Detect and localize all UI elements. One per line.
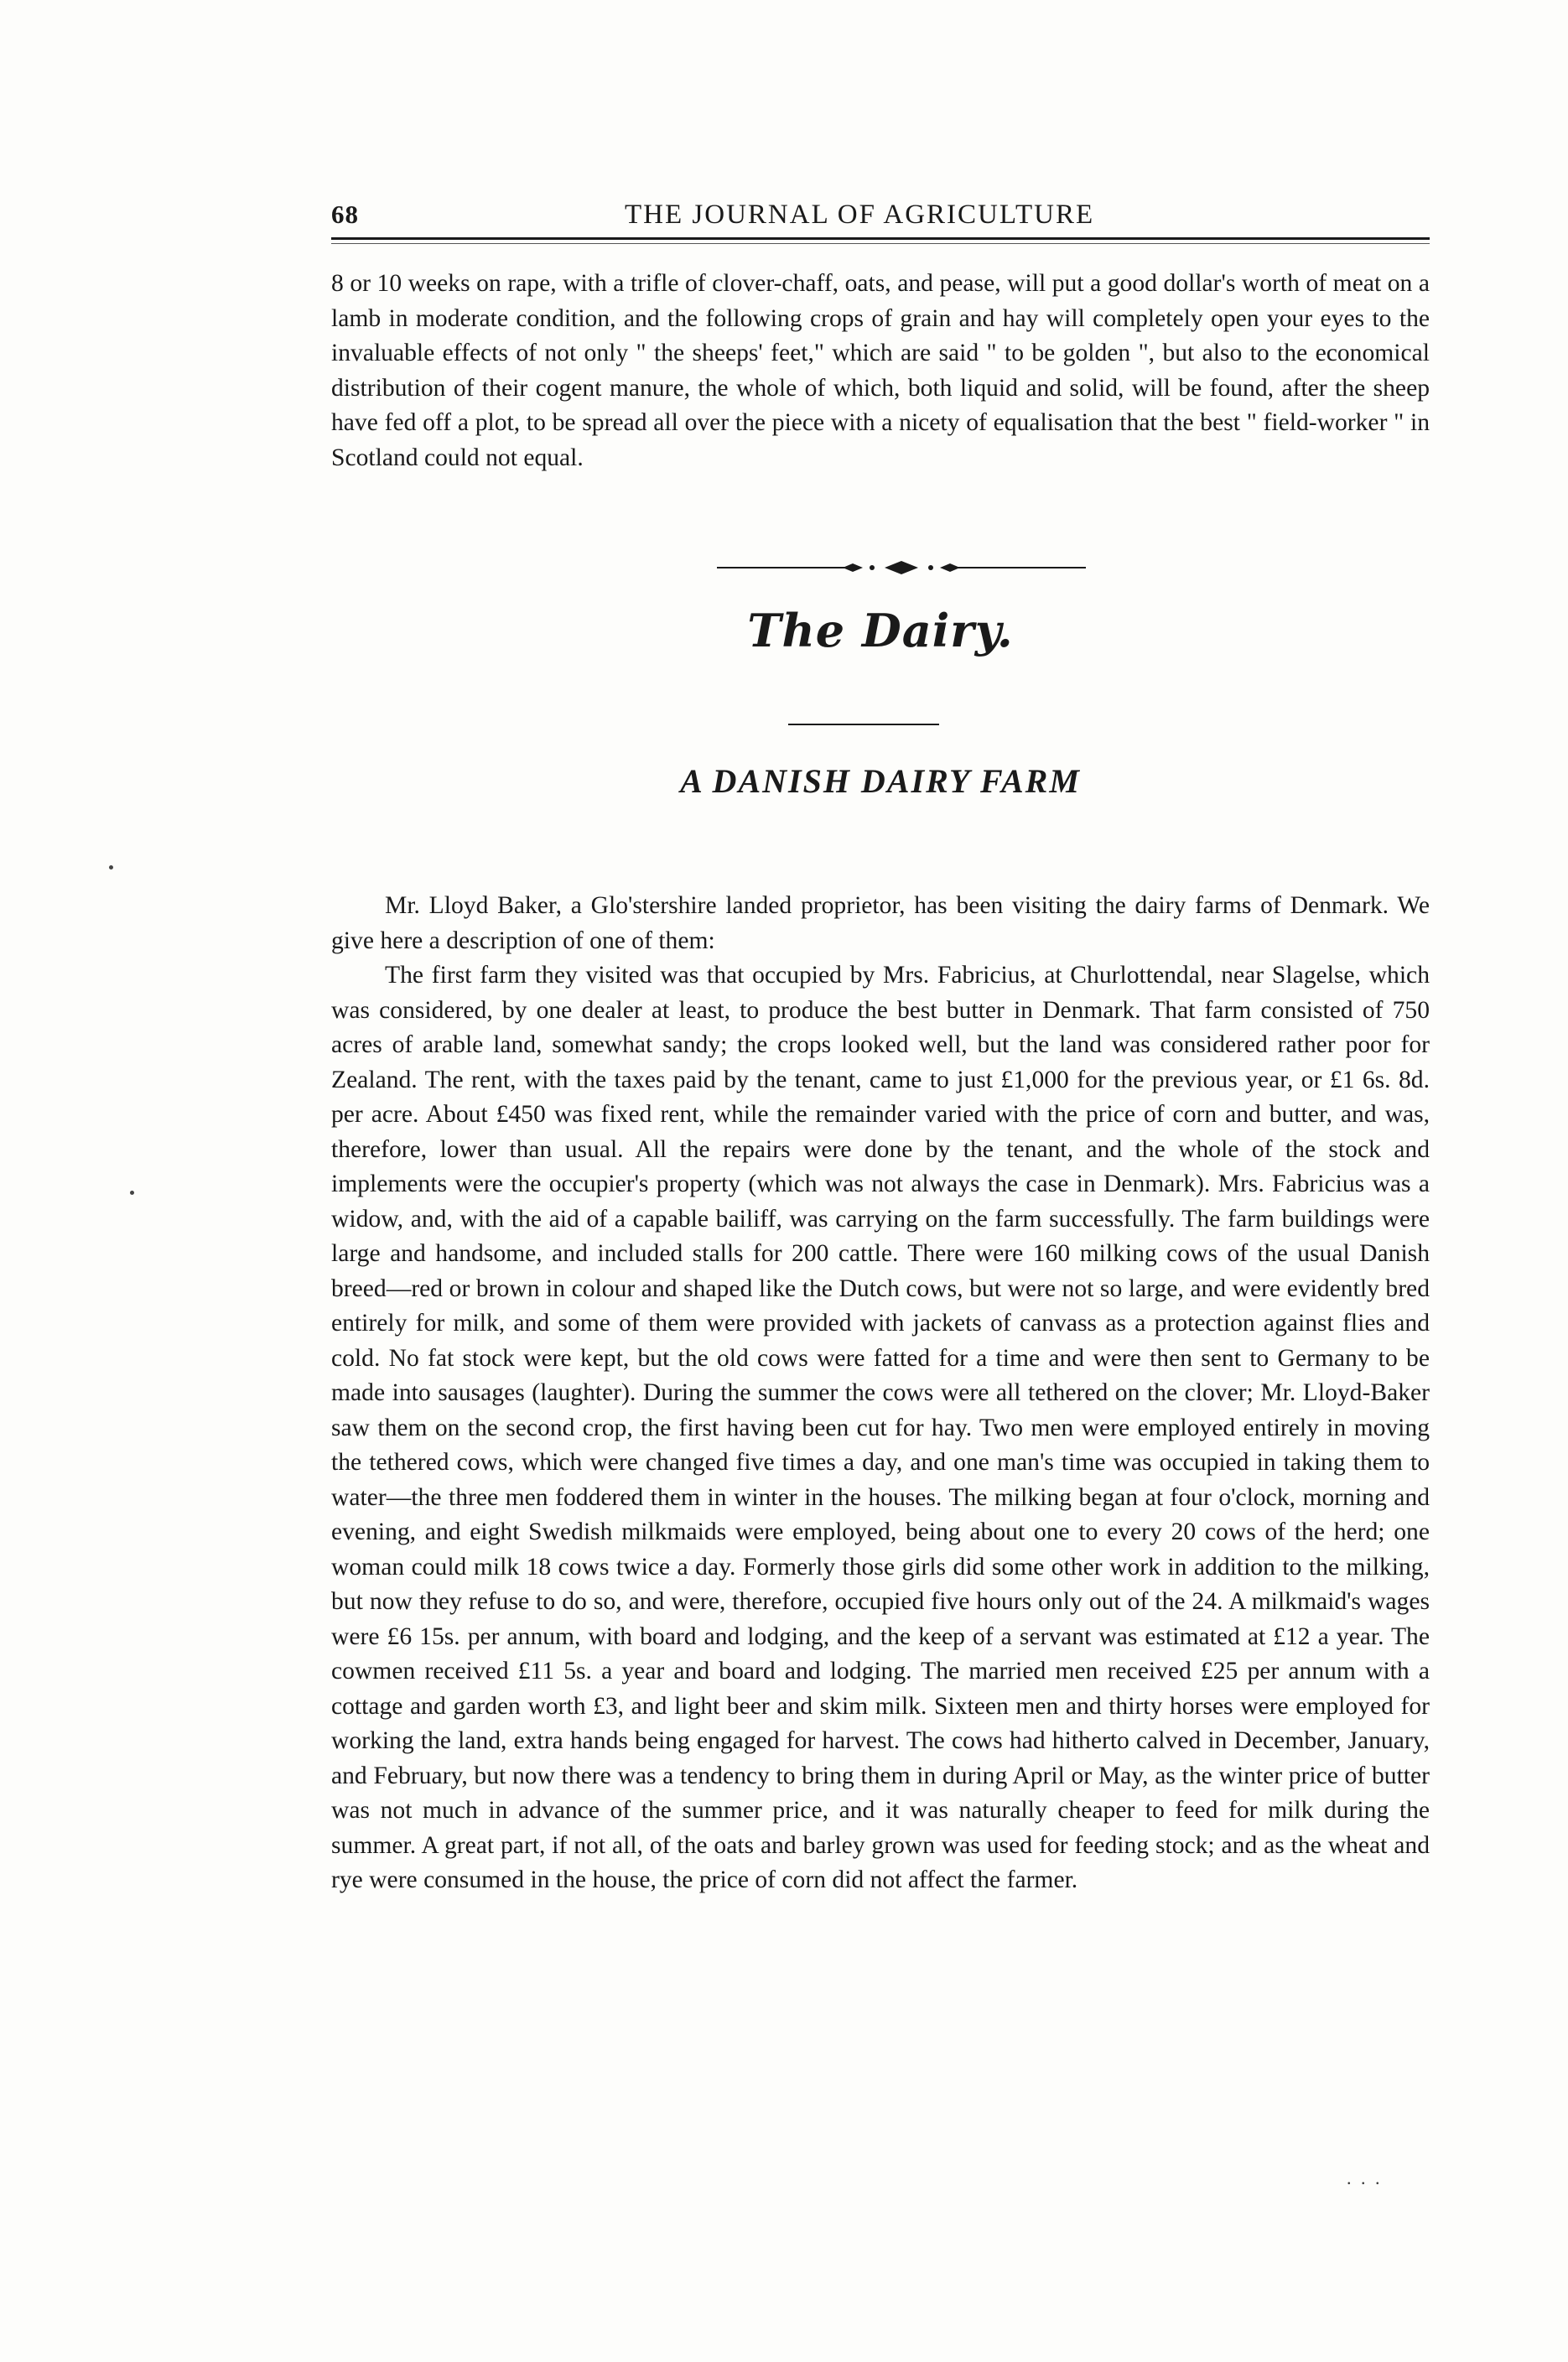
header-rule-thin — [331, 243, 1430, 244]
article-title: A DANISH DAIRY FARM — [680, 762, 1081, 800]
intro-paragraph: 8 or 10 weeks on rape, with a trifle of clover-chaff, oats, and pease, will put a good dollar's worth of meat on a lamb in moderate condition, and the following crops of grain and hay will completely open your eyes to the invaluable effects of not only " the sheeps' feet," which are said " to be golden ", but also to the economical distribution of their cogent manure, the whole of which, both liquid and solid, will be found, after the sheep have fed off a plot, to be spread all over the piece with a nicety of equalisation that the best " field-worker " in Scotland could not equal. — [331, 270, 1430, 471]
ornamental-divider — [717, 558, 1086, 578]
page-number: 68 — [331, 200, 359, 229]
footer-marks: . . . — [1347, 2167, 1383, 2188]
intro-text — [331, 267, 1430, 475]
header-rule — [331, 237, 1430, 240]
section-title: The Dairy. — [747, 604, 1014, 657]
margin-speck — [130, 1191, 134, 1195]
title-rule — [788, 724, 939, 725]
page-header — [331, 200, 1425, 233]
body-paragraph-main: The first farm they visited was that occupied by Mrs. Fabricius, at Churlottendal, near Slagelse, which was considered, by one dealer at least, to produce the best butter in Denmark. That farm consisted of 750 acres of arable land, somewhat sandy; the crops looked well, but the land was considered rather poor for Zealand. The rent, with the taxes paid by the tenant, came to just £1,000 for the previous year, or £1 6s. 8d. per acre. About £450 was fixed rent, while the remainder varied with the price of corn and butter, and was, therefore, lower than usual. All the repairs were done by the tenant, and the whole of the stock and implements were the occupier's property (which was not always the case in Denmark). Mrs. Fabricius was a widow, and, with the aid of a capable bailiff, was carrying on the farm successfully. The farm buildings were large and handsome, and included stalls for 200 cattle. There were 160 milking cows of the usual Danish breed—red or brown in colour and shaped like the Dutch cows, but were not so large, and were evidently bred entirely for milk, and some of them were provided with jackets of canvass as a protection against flies and cold. No fat stock were kept, but the old cows were fatted for a time and were then sent to Germany to be made into sausages (laughter). During the summer the cows were all tethered on the clover; Mr. Lloyd-Baker saw them on the second crop, the first having been cut for hay. Two men were employed entirely in moving the tethered cows, which were changed five times a day, and one man's time was occupied in taking them to water—the three men foddered them in winter in the houses. The milking began at four o'clock, morning and evening, and eight Swedish milkmaids were employed, being about one to every 20 cows of the herd; one woman could milk 18 cows twice a day. Formerly those girls did some other work in addition to the milking, but now they refuse to do so, and were, therefore, occupied five hours only out of the 24. A milkmaid's wages were £6 15s. per annum, with board and lodging, and the keep of a servant was estimated at £12 a year. The cowmen received £11 5s. a year and board and lodging. The married men received £25 per annum with a cottage and garden worth £3, and light beer and skim milk. Sixteen men and thirty horses were employed for working the land, extra hands being engaged for harvest. The cows had hitherto calved in December, January, and February, but now there was a tendency to bring them in during April or May, as the winter price of butter was not much in advance of the summer price, and it was naturally cheaper to feed for milk during the summer. A great part, if not all, of the oats and barley grown was used for feeding stock; and as the wheat and rye were consumed in the house, the price of corn did not affect the farmer. — [331, 962, 1430, 1893]
article-body — [331, 889, 1430, 1898]
margin-speck — [109, 865, 113, 870]
running-title: THE JOURNAL OF AGRICULTURE — [625, 200, 1095, 230]
body-paragraph-intro: Mr. Lloyd Baker, a Glo'stershire landed proprietor, has been visiting the dairy farms of Denmark. We give here a description of one of them: — [331, 892, 1430, 954]
